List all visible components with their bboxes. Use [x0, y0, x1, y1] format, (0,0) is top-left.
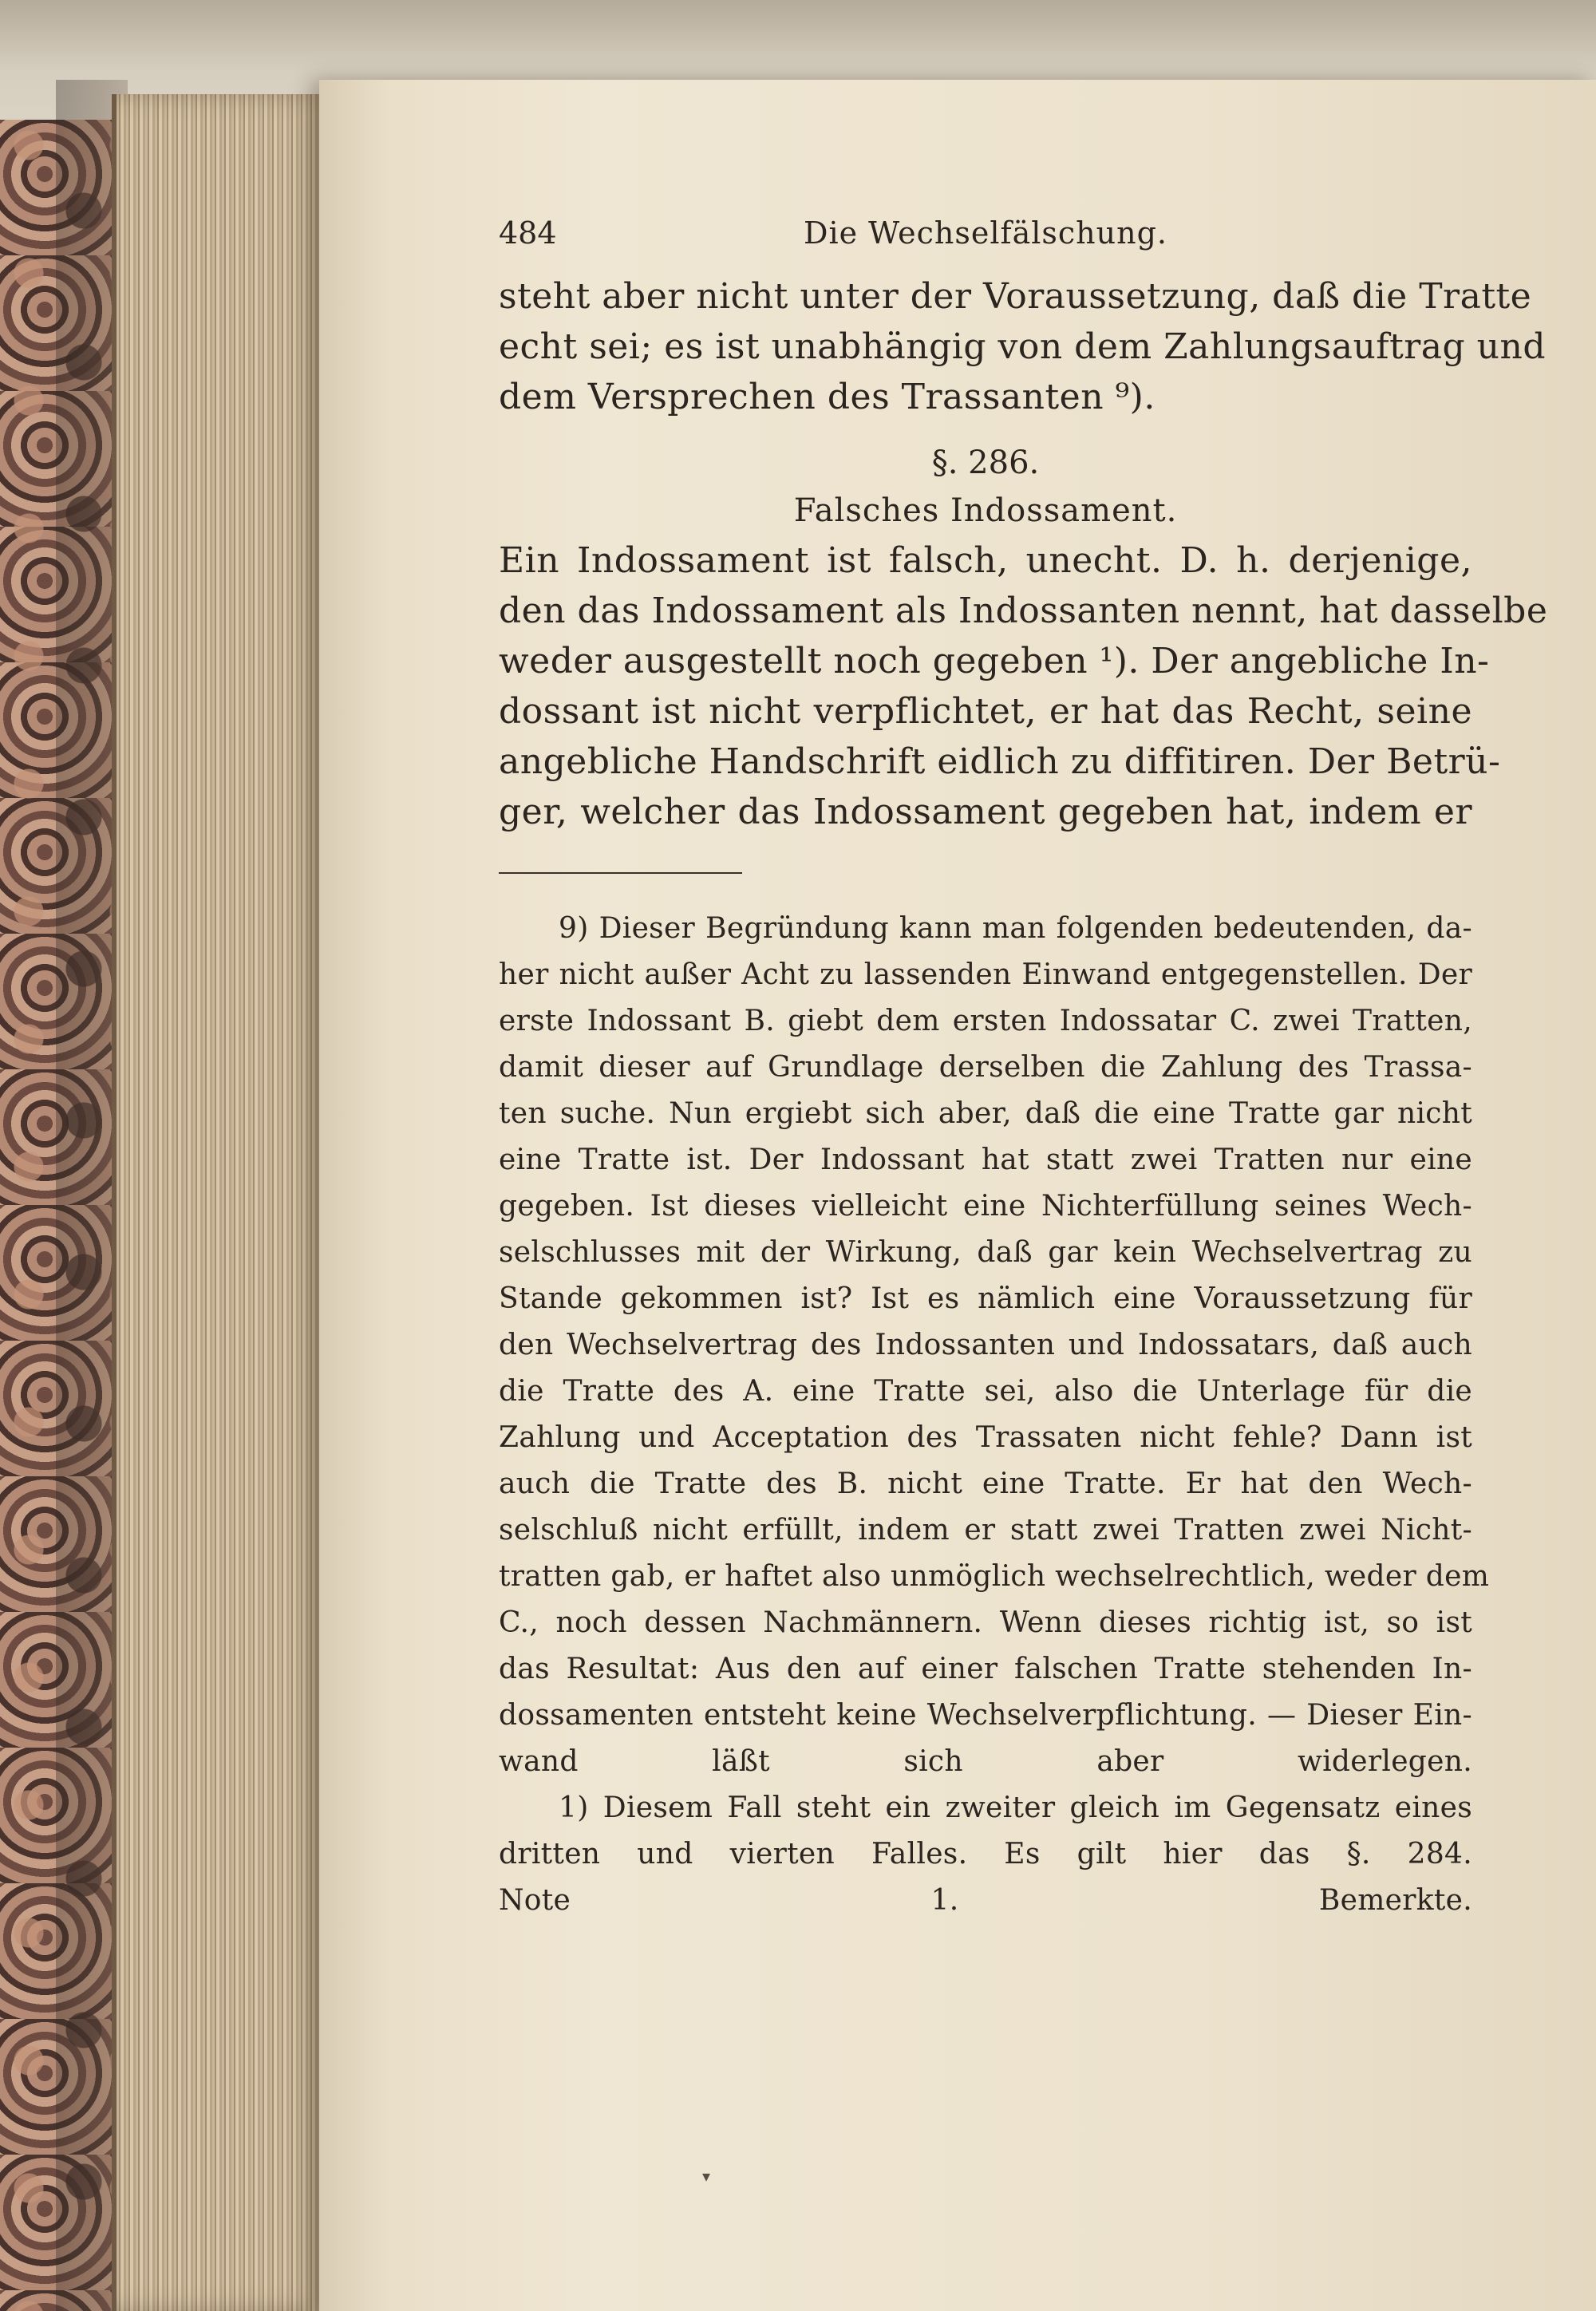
footnote-line: tratten gab, er haftet also unmöglich wechselrechtlich, weder dem [499, 1560, 1490, 1593]
text-line: echt sei; es ist unabhängig von dem Zahlungsauftrag und [499, 326, 1547, 367]
footnote-line: damit dieser auf Grundlage derselben die Zahlung des Trassa- [499, 1051, 1472, 1084]
footnote-line: dossamenten entsteht keine Wechselverpflichtung. — Dieser Ein- [499, 1699, 1472, 1732]
page-text-block [499, 215, 1548, 1924]
footnote-rule [499, 872, 742, 874]
text-line: weder ausgestellt noch gegeben ¹). Der angebliche In- [499, 641, 1490, 681]
footnote-line: erste Indossant B. giebt dem ersten Indossatar C. zwei Tratten, [499, 1005, 1472, 1037]
footnote-line: 9) Dieser Begründung kann man folgenden bedeutenden, da- [559, 912, 1472, 945]
section-title: Falsches Indossament. [793, 492, 1178, 529]
footnote-line: 1) Diesem Fall steht ein zweiter gleich im Gegensatz eines [559, 1792, 1472, 1824]
running-title: Die Wechselfälschung. [803, 215, 1167, 251]
section-number: §. 286. [931, 444, 1040, 481]
page-edges-stack [112, 94, 332, 2311]
footnote-line: das Resultat: Aus den auf einer falschen Tratte stehenden In- [499, 1653, 1472, 1685]
footnote-line: Zahlung und Acceptation des Trassaten nicht fehle? Dann ist [499, 1421, 1472, 1454]
running-head [499, 215, 1472, 271]
footnote-9 [499, 906, 1490, 1785]
text-line: den das Indossament als Indossanten nennt, hat dasselbe [499, 591, 1548, 631]
text-line: dem Versprechen des Trassanten ⁹). [499, 377, 1156, 417]
footnote-line: Stande gekommen ist? Ist es nämlich eine Voraussetzung für [499, 1282, 1472, 1315]
intro-paragraph [499, 271, 1547, 422]
footnote-line: dritten und vierten Falles. Es gilt hier das §. 284. [499, 1838, 1472, 1871]
text-line: dossant ist nicht verpflichtet, er hat das Recht, seine [499, 691, 1472, 732]
text-line: angebliche Handschrift eidlich zu diffitiren. Der Betrü- [499, 741, 1501, 782]
text-line: steht aber nicht unter der Voraussetzung, daß die Tratte [499, 276, 1532, 317]
footnote-line: Note 1. Bemerkte. [499, 1884, 1472, 1917]
footnote-1 [499, 1785, 1472, 1924]
text-line: Ein Indossament ist falsch, unecht. D. h. derjenige, [499, 540, 1472, 581]
footnote-line: eine Tratte ist. Der Indossant hat statt zwei Tratten nur eine [499, 1144, 1472, 1176]
footnote-line: den Wechselvertrag des Indossanten und Indossatars, daß auch [499, 1329, 1472, 1361]
paper-speck: ▾ [702, 2167, 711, 2186]
footnote-line: ten suche. Nun ergiebt sich aber, daß die eine Tratte gar nicht [499, 1097, 1472, 1130]
page-number: 484 [499, 215, 557, 251]
text-line: ger, welcher das Indossament gegeben hat, indem er [499, 792, 1472, 832]
footnote-line: her nicht außer Acht zu lassenden Einwand entgegenstellen. Der [499, 958, 1472, 991]
footnote-line: C., noch dessen Nachmännern. Wenn dieses richtig ist, so ist [499, 1606, 1472, 1639]
footnote-line: auch die Tratte des B. nicht eine Tratte. Er hat den Wech- [499, 1468, 1472, 1500]
footnote-line: selschluß nicht erfüllt, indem er statt zwei Tratten zwei Nicht- [499, 1514, 1472, 1547]
footnote-line: wand läßt sich aber widerlegen. [499, 1745, 1472, 1778]
footnote-line: selschlusses mit der Wirkung, daß gar kein Wechselvertrag zu [499, 1236, 1472, 1269]
section-body [499, 535, 1548, 837]
footnote-line: die Tratte des A. eine Tratte sei, also die Unterlage für die [499, 1375, 1472, 1408]
footnote-line: gegeben. Ist dieses vielleicht eine Nichterfüllung seines Wech- [499, 1190, 1472, 1223]
